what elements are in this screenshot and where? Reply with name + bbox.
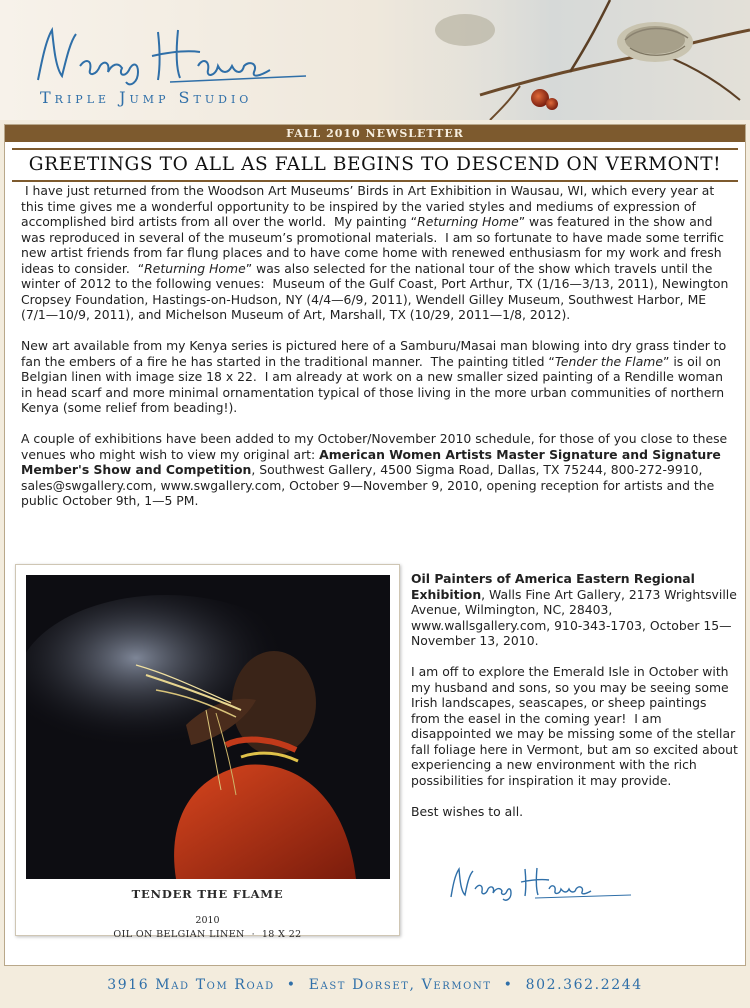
newsletter-banner: FALL 2010 NEWSLETTER bbox=[5, 125, 745, 142]
tender-the-flame-painting bbox=[26, 575, 390, 879]
paragraph-emerald-isle: I am off to explore the Emerald Isle in October with my husband and sons, so you may be seeing some Irish landscapes, seascapes, or sheep paintings from the easel in the coming year! I am disappointed we may be missing some of the stellar fall foliage here in Vermont, but am so excited about experiencing a new environment with the rich possibilities for inspiration it may provide. bbox=[411, 664, 738, 788]
artwork-title: TENDER THE FLAME bbox=[131, 887, 284, 901]
paragraph-birds-in-art: I have just returned from the Woodson Art Museums’ Birds in Art Exhibition in Wausau, WI, which every year at this time gives me a wonderful opportunity to be inspired by the varied styles and mediums of expression of accomplished bird artists from all over the world. My painting “Returning Home” was featured in the show and was reproduced in several of the museum’s promotional materials. I am so fortunate to have made some terrific new artist friends from far flung places and to have come home with renewed enthusiasm for my work and fresh ideas to consider. “Returning Home” was also selected for the national tour of the show which travels until the winter of 2012 to the following venues: Museum of the Gulf Coast, Port Arthur, TX (1/16—3/13, 2011), Newington Cropsey Foundation, Hastings-on-Hudson, NY (4/4—6/9, 2011), Wendell Gilley Museum, Southwest Harbor, ME (7/1—10/9, 2011), and Michelson Museum of Art, Marshall, TX (10/29, 2011—1/8, 2012). bbox=[21, 183, 729, 322]
artwork-medium: OIL ON BELGIAN LINEN · 18 X 22 bbox=[113, 929, 302, 940]
branch-nest-artwork bbox=[420, 0, 750, 120]
closing-signature bbox=[445, 863, 635, 903]
artwork-year: 2010 bbox=[195, 915, 220, 926]
paragraph-closing: Best wishes to all. bbox=[411, 803, 524, 819]
newsletter-panel bbox=[4, 124, 746, 966]
footer-separator: • bbox=[503, 977, 514, 993]
nancy-howe-signature-logo bbox=[30, 20, 310, 92]
footer-address bbox=[0, 970, 750, 1000]
newsletter-body bbox=[21, 183, 733, 524]
paragraph-opa-exhibition: Oil Painters of America Eastern Regional Exhibition, Walls Fine Art Gallery, 2173 Wrightsville Avenue, Wilmington, NC, 28403, www.wallsgallery.com, 910-343-1703, October 15—November 13, 2010. bbox=[411, 571, 737, 648]
artwork-frame bbox=[15, 564, 400, 940]
newsletter-headline: GREETINGS TO ALL AS FALL BEGINS TO DESCEND ON VERMONT! bbox=[12, 148, 738, 182]
masthead bbox=[0, 0, 750, 120]
footer-phone: 802.362.2244 bbox=[525, 977, 643, 993]
footer-town: East Dorset, Vermont bbox=[308, 977, 492, 993]
paragraph-exhibitions: A couple of exhibitions have been added to my October/November 2010 schedule, for those of you close to these venues who might wish to view my original art: American Women Artists Master Signature and Signature Member's Show and Competition, Southwest Gallery, 4500 Sigma Road, Dallas, TX 75244, 800-272-9910, sales@swgallery.com, www.swgallery.com, October 9—November 9, 2010, opening reception for artists and the public October 9th, 1—5 PM. bbox=[21, 431, 728, 508]
paragraph-kenya-series: New art available from my Kenya series is pictured here of a Samburu/Masai man blowing into dry grass tinder to fan the embers of a fire he has started in the traditional manner. The painting titled “Tender the Flame” is oil on Belgian linen with image size 18 x 22. I am already at work on a new smaller sized painting of a Rendille woman in head scarf and more minimal ornamentation typical of those living in the more urban communities of northern Kenya (some relief from beading!). bbox=[21, 338, 727, 415]
studio-name: Triple Jump Studio bbox=[40, 88, 253, 107]
footer-separator: • bbox=[286, 977, 297, 993]
footer-street: 3916 Mad Tom Road bbox=[107, 977, 275, 993]
newsletter-side-column bbox=[411, 571, 739, 835]
